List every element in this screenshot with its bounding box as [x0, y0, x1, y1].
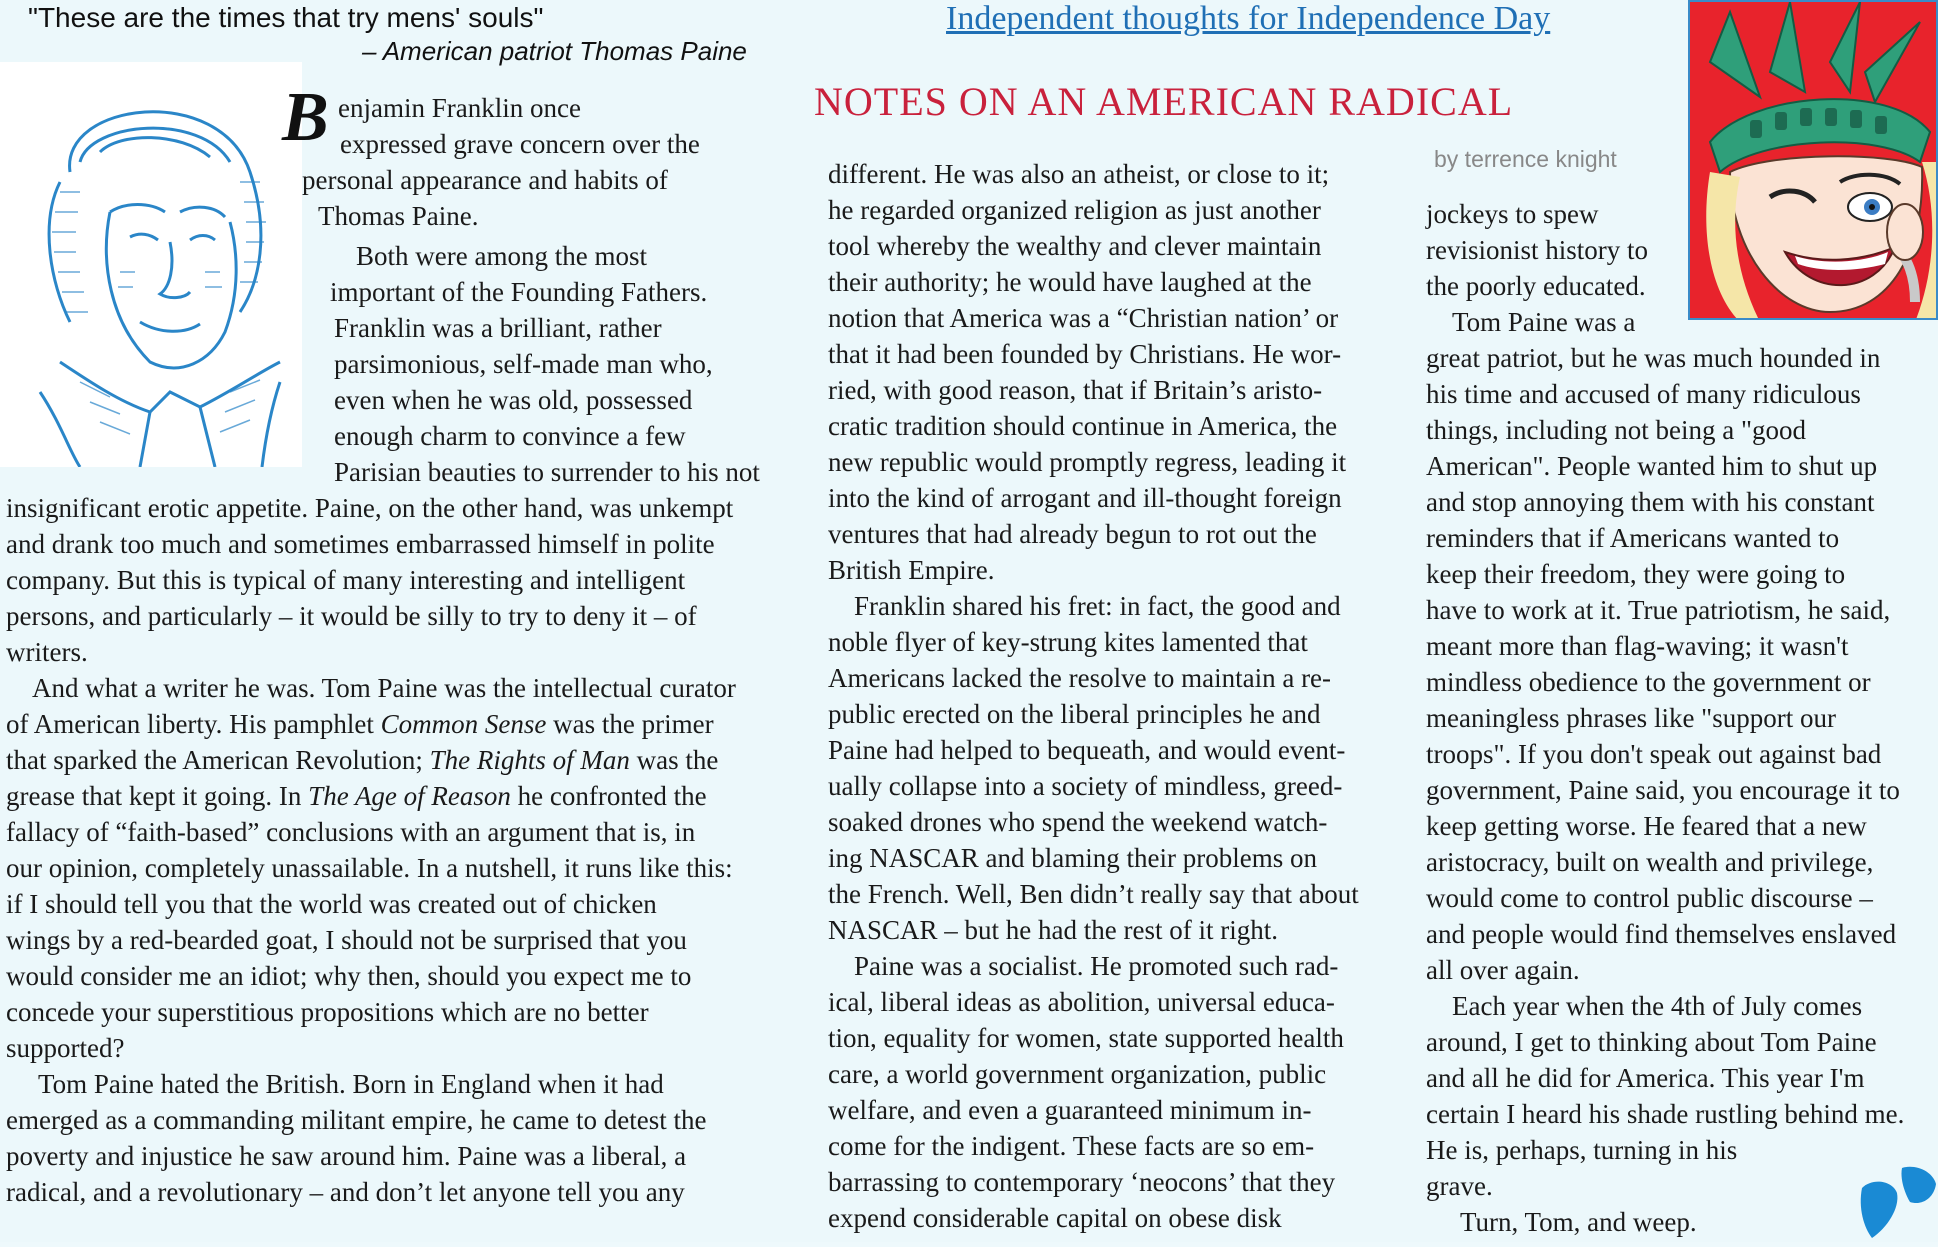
book-title: Common Sense	[380, 709, 547, 739]
text-line: Americans lacked the resolve to maintain a re-	[828, 663, 1332, 693]
text-line: American". People wanted him to shut up	[1426, 451, 1878, 481]
text-line: and drank too much and sometimes embarrassed himself in polite	[6, 529, 715, 559]
text-run: was the	[629, 745, 719, 775]
text-line: their authority; he would have laughed at the	[828, 267, 1312, 297]
text-line: Each year when the 4th of July comes	[1452, 991, 1863, 1021]
text-line: Paine was a socialist. He promoted such rad-	[854, 951, 1339, 981]
text-line: would come to control public discourse –	[1426, 883, 1873, 913]
text-line: Parisian beauties to surrender to his not	[334, 457, 760, 487]
text-line: things, including not being a "good	[1426, 415, 1806, 445]
text-line: expend considerable capital on obese disk	[828, 1203, 1282, 1233]
text-line: tool whereby the wealthy and clever maintain	[828, 231, 1322, 261]
text-line: Franklin shared his fret: in fact, the good and	[854, 591, 1341, 621]
quote-attribution: – American patriot Thomas Paine	[362, 36, 747, 66]
decoration-svg	[1852, 1158, 1938, 1242]
text-line: ical, liberal ideas as abolition, universal educa-	[828, 987, 1335, 1017]
text-line: company. But this is typical of many interesting and intelligent	[6, 565, 686, 595]
text-line: enjamin Franklin once	[338, 93, 581, 123]
text-line: meaningless phrases like "support our	[1426, 703, 1836, 733]
drop-cap: B	[282, 79, 329, 156]
text-run: grease that kept it going. In	[6, 781, 309, 811]
text-line: noble flyer of key-strung kites lamented that	[828, 627, 1308, 657]
text-line: jockeys to spew	[1426, 199, 1599, 229]
text-line: reminders that if Americans wanted to	[1426, 523, 1840, 553]
text-line: fallacy of “faith-based” conclusions with an argument that is, in	[6, 817, 696, 847]
text-line: revisionist history to	[1426, 235, 1648, 265]
text-line: parsimonious, self-made man who,	[334, 349, 713, 379]
text-line: all over again.	[1426, 955, 1580, 985]
text-line: and all he did for America. This year I'm	[1426, 1063, 1865, 1093]
text-line: Turn, Tom, and weep.	[1460, 1207, 1697, 1237]
article-headline: NOTES ON AN AMERICAN RADICAL	[814, 79, 1514, 124]
text-line: emerged as a commanding militant empire, he came to detest the	[6, 1105, 707, 1135]
text-line: Both were among the most	[356, 241, 647, 271]
text-line: cratic tradition should continue in America, the	[828, 411, 1338, 441]
text-line: Tom Paine was a	[1452, 307, 1636, 337]
text-run: he confronted the	[510, 781, 707, 811]
text-line: his time and accused of many ridiculous	[1426, 379, 1861, 409]
text-run: of American liberty. His pamphlet	[6, 709, 381, 739]
text-line: keep their freedom, they were going to	[1426, 559, 1846, 589]
text-line	[0, 706, 800, 742]
text-line: Paine had helped to bequeath, and would event-	[828, 735, 1346, 765]
text-line: into the kind of arrogant and ill-thought foreign	[828, 483, 1342, 513]
text-line: enough charm to convince a few	[334, 421, 686, 451]
article-column-2	[828, 156, 1398, 1236]
text-line: welfare, and even a guaranteed minimum in-	[828, 1095, 1312, 1125]
text-line: personal appearance and habits of	[302, 165, 668, 195]
text-line: Franklin was a brilliant, rather	[334, 313, 662, 343]
corner-decoration-icon	[1852, 1158, 1938, 1242]
text-line: certain I heard his shade rustling behind me.	[1426, 1099, 1905, 1129]
text-run: that sparked the American Revolution;	[6, 745, 430, 775]
text-line: important of the Founding Fathers.	[330, 277, 708, 307]
text-line: persons, and particularly – it would be silly to try to deny it – of	[6, 601, 697, 631]
text-line: great patriot, but he was much hounded in	[1426, 343, 1881, 373]
text-line: keep getting worse. He feared that a new	[1426, 811, 1867, 841]
text-line: have to work at it. True patriotism, he said,	[1426, 595, 1891, 625]
text-line: Thomas Paine.	[318, 201, 479, 231]
text-line: notion that America was a “Christian nation’ or	[828, 303, 1339, 333]
text-line: that it had been founded by Christians. He wor-	[828, 339, 1342, 369]
text-line: expressed grave concern over the	[340, 129, 700, 159]
text-line: soaked drones who spend the weekend watch-	[828, 807, 1328, 837]
text-line: our opinion, completely unassailable. In a nutshell, it runs like this:	[6, 853, 733, 883]
text-line: around, I get to thinking about Tom Paine	[1426, 1027, 1877, 1057]
book-title: The Age of Reason	[308, 781, 511, 811]
text-line: And what a writer he was. Tom Paine was the intellectual curator	[32, 673, 736, 703]
text-line: the French. Well, Ben didn’t really say that about	[828, 879, 1359, 909]
article-column-1	[0, 79, 800, 1210]
text-line: ually collapse into a society of mindless, greed-	[828, 771, 1343, 801]
text-line: meant more than flag-waving; it wasn't	[1426, 631, 1849, 661]
text-line	[0, 742, 800, 778]
text-line: poverty and injustice he saw around him. Paine was a liberal, a	[6, 1141, 687, 1171]
text-line: public erected on the liberal principles he and	[828, 699, 1321, 729]
text-line: aristocracy, built on wealth and privilege,	[1426, 847, 1874, 877]
text-line: radical, and a revolutionary – and don’t let anyone tell you any	[6, 1177, 685, 1207]
text-line: come for the indigent. These facts are so em-	[828, 1131, 1315, 1161]
pull-quote: "These are the times that try mens' souls"	[28, 2, 544, 33]
article-column-3	[1426, 196, 1938, 1240]
section-kicker[interactable]: Independent thoughts for Independence Day	[946, 0, 1551, 37]
text-line: insignificant erotic appetite. Paine, on the other hand, was unkempt	[6, 493, 734, 523]
text-line: even when he was old, possessed	[334, 385, 693, 415]
text-line	[0, 778, 800, 814]
text-line: different. He was also an atheist, or close to it;	[828, 159, 1330, 189]
text-line: the poorly educated.	[1426, 271, 1646, 301]
text-line: supported?	[6, 1033, 125, 1063]
text-line: ventures that had already begun to rot out the	[828, 519, 1317, 549]
text-line: writers.	[6, 637, 88, 667]
text-line: British Empire.	[828, 555, 995, 585]
book-title: The Rights of Man	[429, 745, 630, 775]
text-line: and stop annoying them with his constant	[1426, 487, 1875, 517]
text-line: concede your superstitious propositions which are no better	[6, 997, 649, 1027]
article-byline: by terrence knight	[1434, 146, 1617, 172]
text-line: ing NASCAR and blaming their problems on	[828, 843, 1317, 873]
text-line: ried, with good reason, that if Britain’s aristo-	[828, 375, 1323, 405]
text-line: government, Paine said, you encourage it to	[1426, 775, 1900, 805]
text-line: grave.	[1426, 1171, 1493, 1201]
text-line: tion, equality for women, state supported health	[828, 1023, 1344, 1053]
text-line: wings by a red-bearded goat, I should not be surprised that you	[6, 925, 687, 955]
text-line: barrassing to contemporary ‘neocons’ that they	[828, 1167, 1336, 1197]
text-line: troops". If you don't speak out against bad	[1426, 739, 1882, 769]
text-line: new republic would promptly regress, leading it	[828, 447, 1347, 477]
text-line: NASCAR – but he had the rest of it right.	[828, 915, 1278, 945]
text-line: He is, perhaps, turning in his	[1426, 1135, 1738, 1165]
text-line: and people would find themselves enslaved	[1426, 919, 1897, 949]
text-line: if I should tell you that the world was created out of chicken	[6, 889, 657, 919]
text-line: he regarded organized religion as just another	[828, 195, 1321, 225]
text-line: mindless obedience to the government or	[1426, 667, 1871, 697]
text-run: was the primer	[546, 709, 714, 739]
text-line: care, a world government organization, public	[828, 1059, 1327, 1089]
text-line: would consider me an idiot; why then, should you expect me to	[6, 961, 692, 991]
text-line: Tom Paine hated the British. Born in England when it had	[38, 1069, 664, 1099]
